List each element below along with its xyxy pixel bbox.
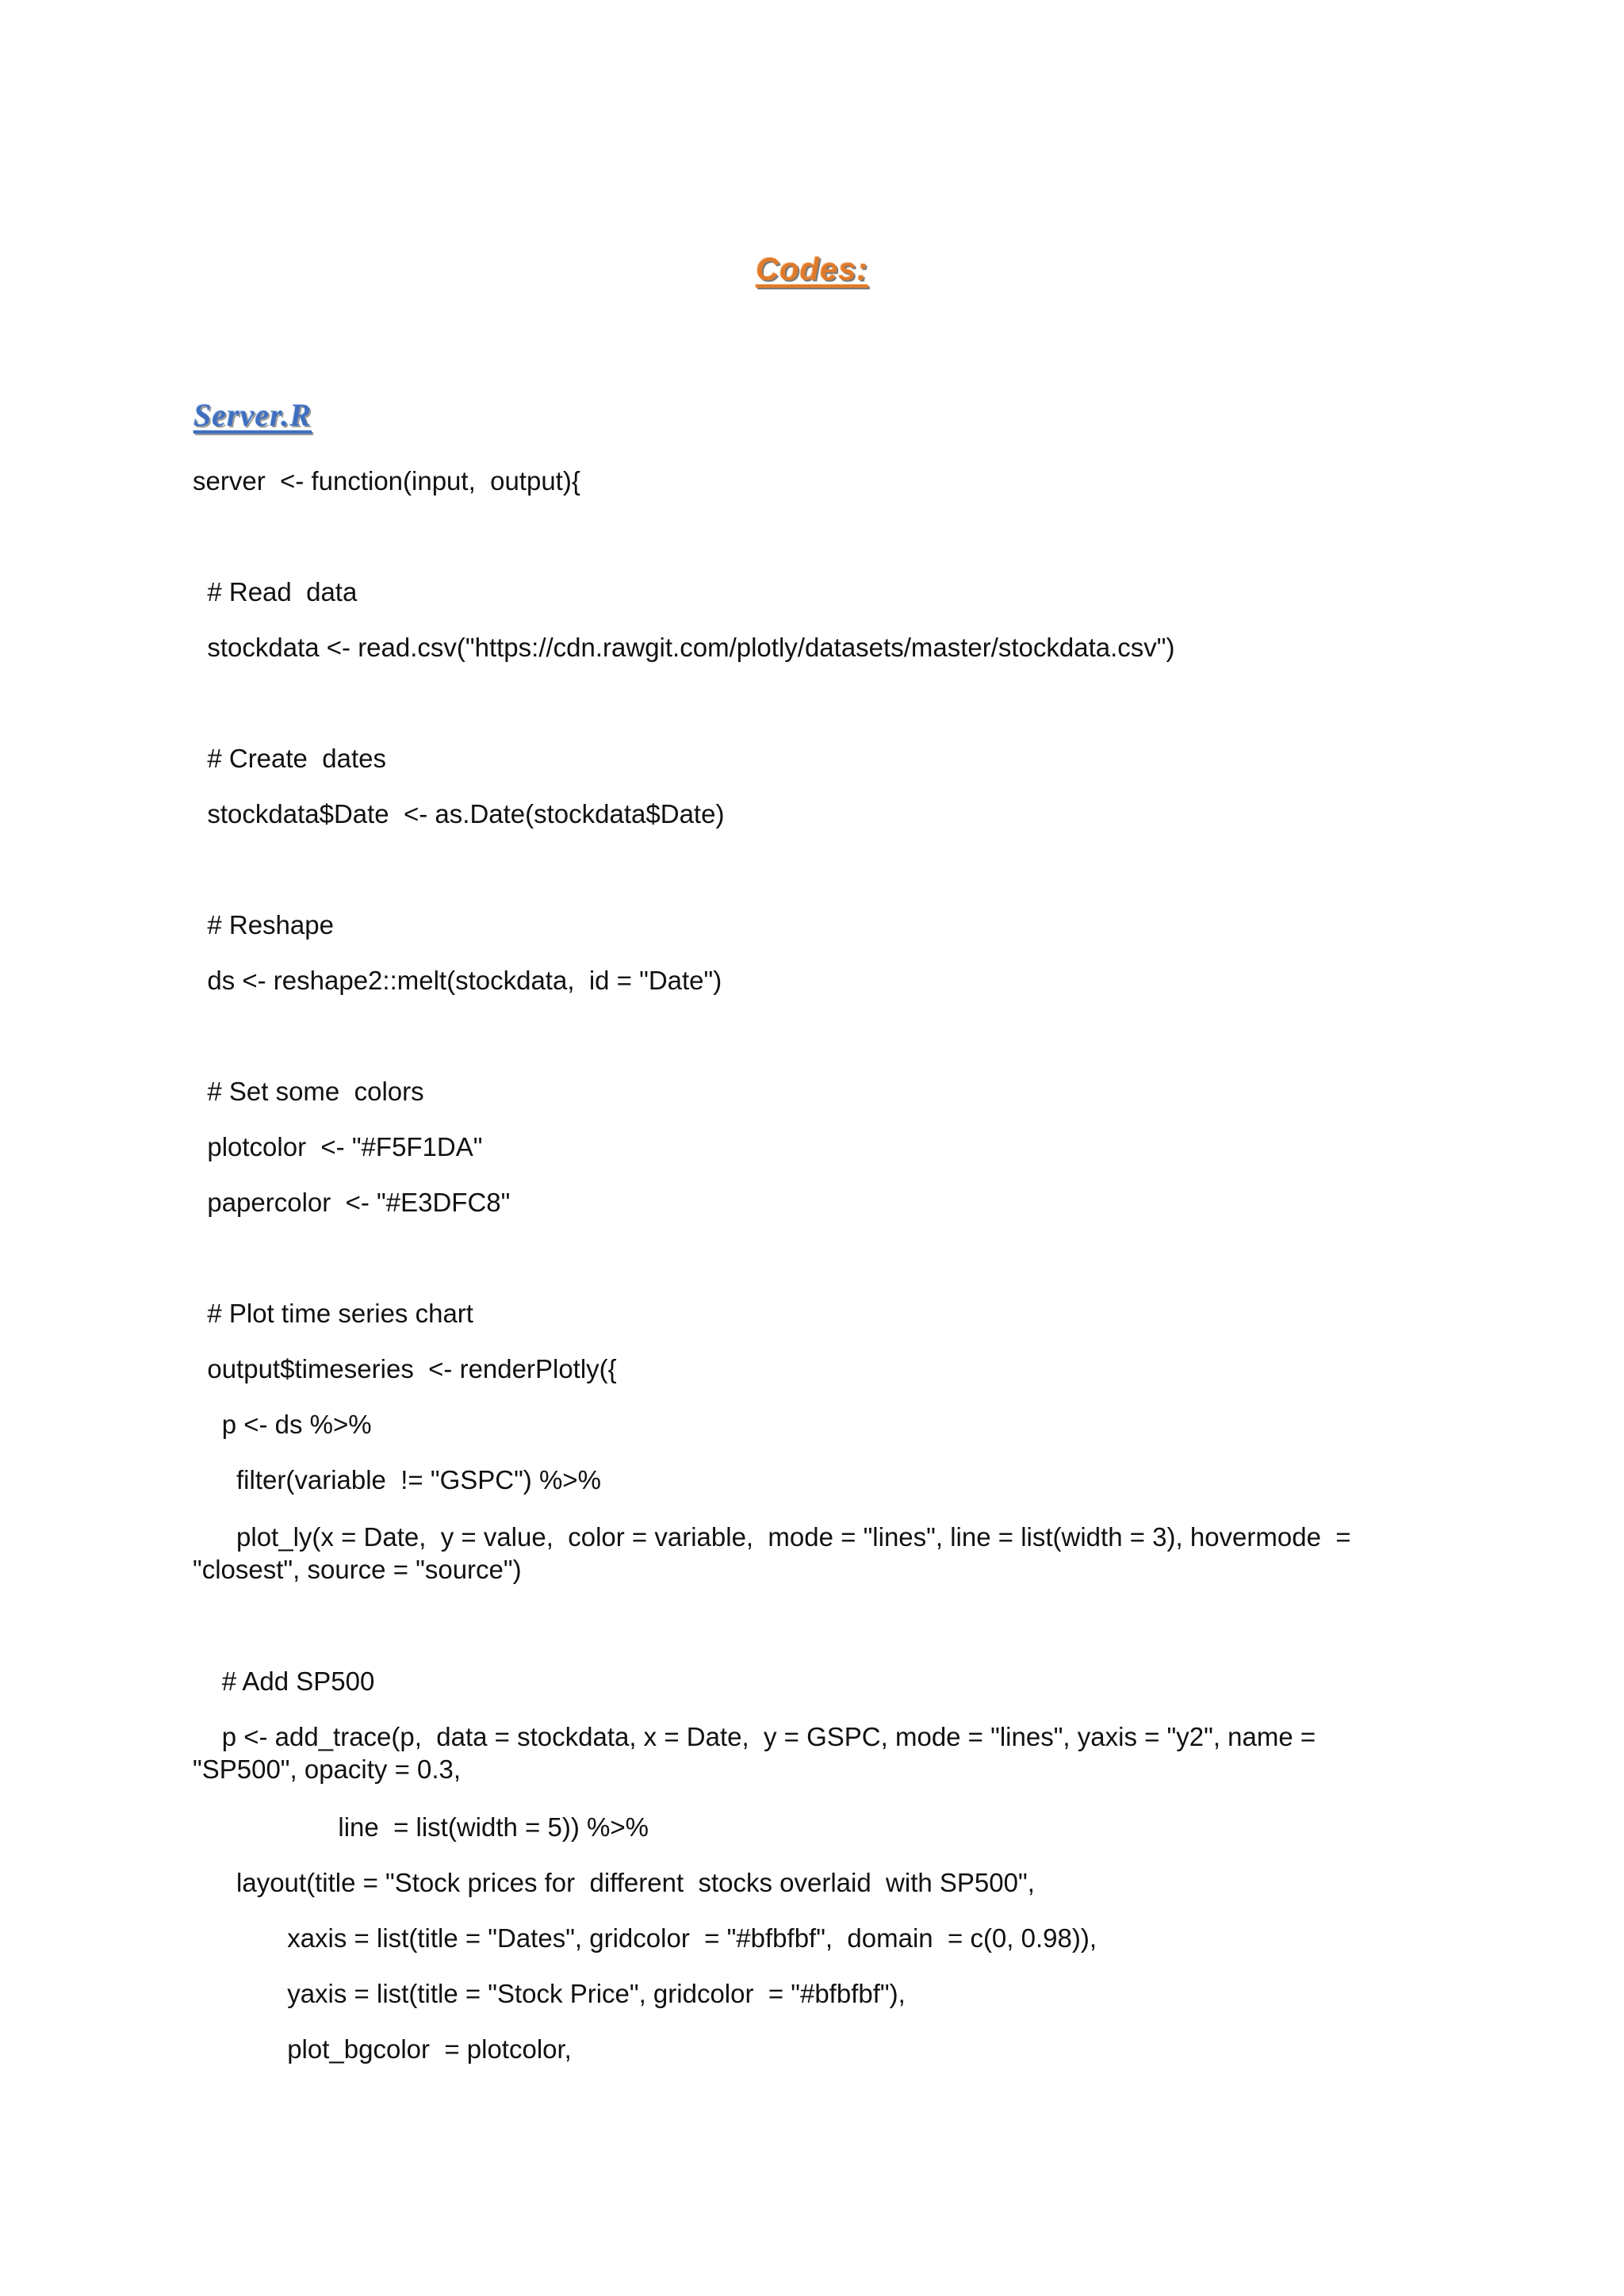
code-line: p <- add_trace(p, data = stockdata, x = Date, y = GSPC, mode = "lines", yaxis = "y2", name = "SP500", opacity = 0.3, [193, 1722, 1331, 1784]
code-line: stockdata <- read.csv("https://cdn.rawgit.com/plotly/datasets/master/stockdata.csv") [193, 633, 1175, 662]
code-line: output$timeseries <- renderPlotly({ [193, 1354, 617, 1383]
code-line: ds <- reshape2::melt(stockdata, id = "Date") [193, 966, 722, 995]
code-line: server <- function(input, output){ [193, 466, 580, 496]
code-line: # Plot time series chart [193, 1299, 473, 1328]
code-line: # Add SP500 [193, 1667, 375, 1696]
code-line: # Reshape [193, 910, 334, 939]
code-line: xaxis = list(title = "Dates", gridcolor = "#bfbfbf", domain = c(0, 0.98)), [193, 1923, 1097, 1953]
code-line: line = list(width = 5)) %>% [193, 1812, 649, 1842]
code-line: plotcolor <- "#F5F1DA" [193, 1132, 483, 1161]
code-line: papercolor <- "#E3DFC8" [193, 1188, 511, 1217]
code-line: # Set some colors [193, 1077, 424, 1106]
code-line: p <- ds %>% [193, 1410, 372, 1439]
code-line: yaxis = list(title = "Stock Price", gridcolor = "#bfbfbf"), [193, 1979, 906, 2008]
code-line: filter(variable != "GSPC") %>% [193, 1465, 601, 1494]
code-line: stockdata$Date <- as.Date(stockdata$Date) [193, 799, 725, 828]
code-line: plot_bgcolor = plotcolor, [193, 2034, 572, 2064]
section-heading: Server.R [193, 397, 312, 433]
code-line: # Create dates [193, 744, 386, 773]
code-line: layout(title = "Stock prices for different stocks overlaid with SP500", [193, 1868, 1035, 1897]
code-line: plot_ly(x = Date, y = value, color = variable, mode = "lines", line = list(width = 3), hovermode = "closest", source = "source") [193, 1522, 1365, 1584]
page-heading: Codes: [756, 252, 868, 287]
code-line: # Read data [193, 577, 358, 607]
